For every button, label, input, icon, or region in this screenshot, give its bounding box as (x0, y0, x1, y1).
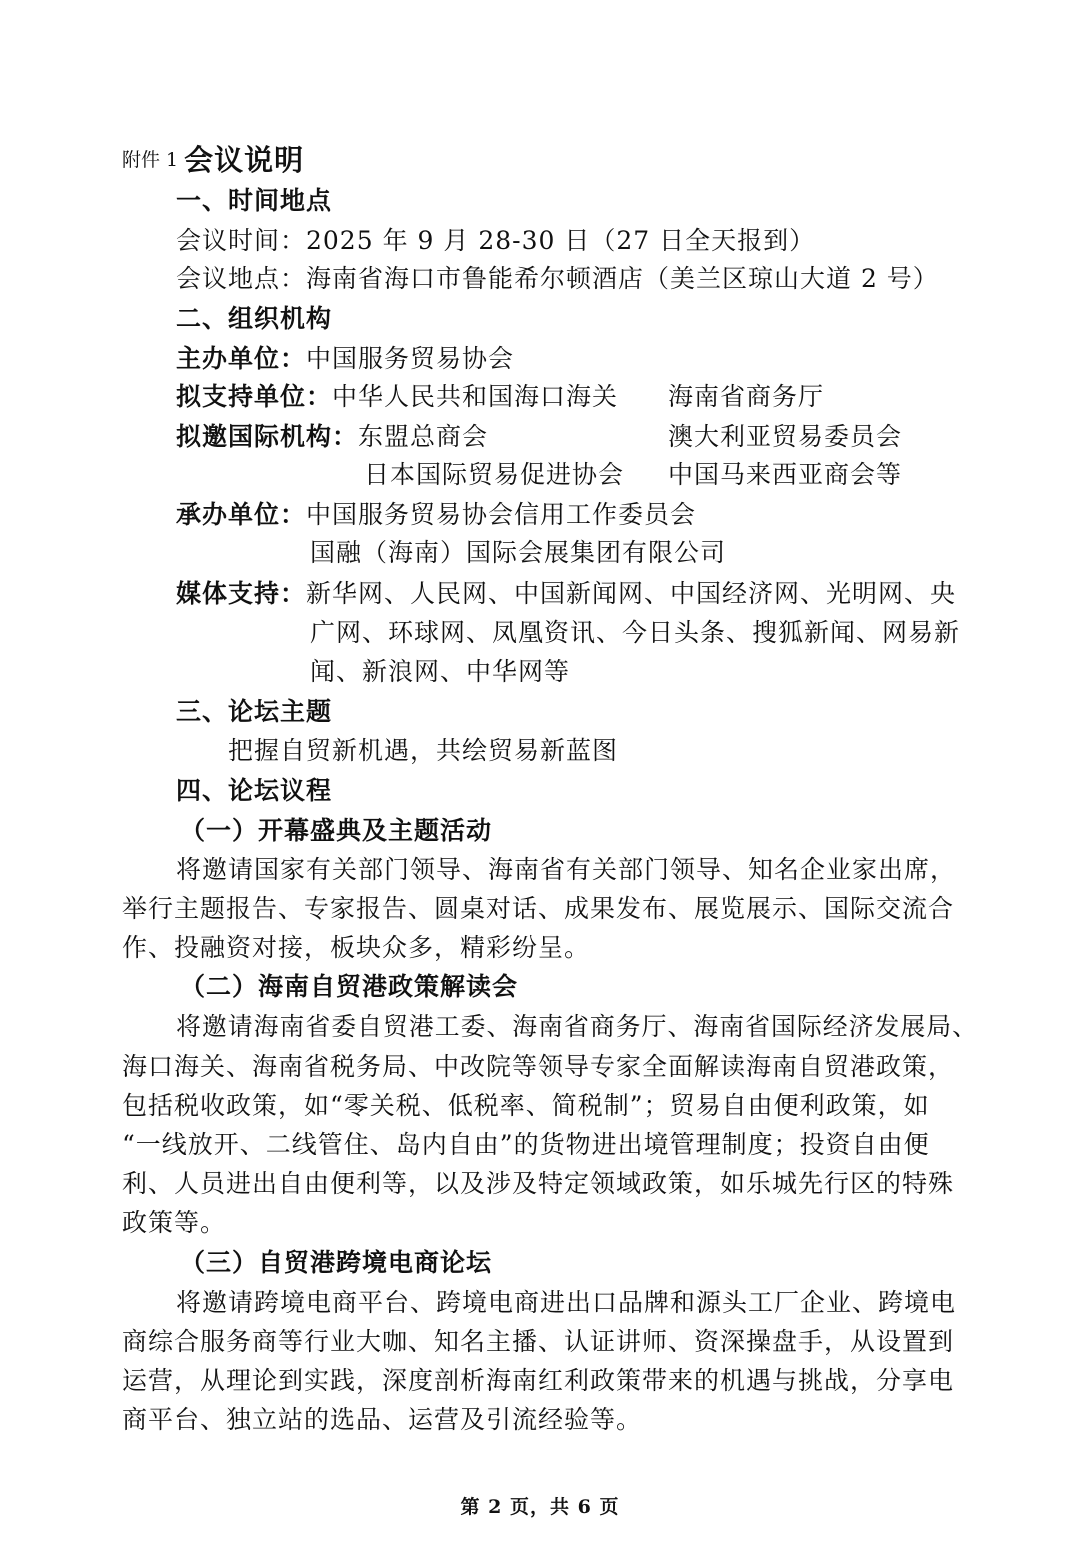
meeting-time: 会议时间：2025 年 9 月 28-30 日（27 日全天报到） (176, 226, 816, 255)
agenda-sub2-line: “一线放开、二线管住、岛内自由”的货物进出境管理制度；投资自由便 (122, 1130, 930, 1159)
agenda-sub1-heading: （一）开幕盛典及主题活动 (180, 816, 493, 845)
media-row (176, 577, 956, 611)
organizer-value-2: 国融（海南）国际会展集团有限公司 (310, 538, 727, 567)
page-number: 第 2 页，共 6 页 (460, 1496, 620, 1518)
media-line-2: 广网、环球网、凤凰资讯、今日头条、搜狐新闻、网易新 (310, 618, 961, 647)
section-heading-agenda: 四、论坛议程 (176, 776, 333, 805)
organizer-value-1: 中国服务贸易协会信用工作委员会 (306, 500, 697, 529)
intl-value-3: 日本国际贸易促进协会 (364, 460, 625, 489)
support-label: 拟支持单位： (176, 382, 333, 411)
forum-theme: 把握自贸新机遇，共绘贸易新蓝图 (228, 736, 619, 765)
agenda-sub2-line: 包括税收政策，如“零关税、低税率、简税制”；贸易自由便利政策，如 (122, 1091, 930, 1120)
agenda-sub2-line: 海口海关、海南省税务局、中改院等领导专家全面解读海南自贸港政策， (122, 1052, 955, 1081)
agenda-sub3-line: 将邀请跨境电商平台、跨境电商进出口品牌和源头工厂企业、跨境电 (176, 1288, 957, 1317)
attachment-label: 附件 1 (122, 149, 179, 171)
page-title: 会议说明 (184, 143, 305, 177)
media-line-1: 新华网、人民网、中国新闻网、中国经济网、光明网、央 (306, 579, 957, 608)
agenda-sub2-line: 将邀请海南省委自贸港工委、海南省商务厅、海南省国际经济发展局、 (176, 1012, 978, 1041)
agenda-sub3-line: 运营，从理论到实践，深度剖析海南红利政策带来的机遇与挑战，分享电 (122, 1366, 955, 1395)
meeting-place: 会议地点：海南省海口市鲁能希尔顿酒店（美兰区琼山大道 2 号） (176, 264, 939, 293)
intl-value-4: 中国马来西亚商会等 (668, 460, 903, 489)
intl-label: 拟邀国际机构： (176, 422, 359, 451)
media-label: 媒体支持： (176, 579, 307, 608)
organizer-row (176, 498, 696, 532)
section-heading-time-place: 一、时间地点 (176, 186, 333, 215)
document-header (122, 140, 304, 185)
intl-row (176, 420, 488, 454)
agenda-sub1-line: 作、投融资对接，板块众多，精彩纷呈。 (122, 933, 591, 962)
media-line-3: 闻、新浪网、中华网等 (310, 657, 571, 686)
agenda-sub2-heading: （二）海南自贸港政策解读会 (180, 972, 519, 1001)
agenda-sub1-line: 将邀请国家有关部门领导、海南省有关部门领导、知名企业家出席， (176, 855, 957, 884)
support-value-2: 海南省商务厅 (668, 382, 825, 411)
agenda-sub2-line: 利、人员进出自由便利等，以及涉及特定领域政策，如乐城先行区的特殊 (122, 1169, 955, 1198)
section-heading-organization: 二、组织机构 (176, 304, 333, 333)
section-heading-theme: 三、论坛主题 (176, 697, 333, 726)
support-value-1: 中华人民共和国海口海关 (332, 382, 619, 411)
intl-value-2: 澳大利亚贸易委员会 (668, 422, 903, 451)
organizer-label: 承办单位： (176, 500, 307, 529)
host-value: 中国服务贸易协会 (306, 344, 515, 373)
agenda-sub3-heading: （三）自贸港跨境电商论坛 (180, 1248, 493, 1277)
intl-value-1: 东盟总商会 (358, 422, 489, 451)
agenda-sub1-line: 举行主题报告、专家报告、圆桌对话、成果发布、展览展示、国际交流合 (122, 894, 955, 923)
host-row (176, 342, 514, 376)
agenda-sub3-line: 商综合服务商等行业大咖、知名主播、认证讲师、资深操盘手，从设置到 (122, 1327, 955, 1356)
support-row (176, 380, 618, 414)
agenda-sub2-line: 政策等。 (122, 1208, 227, 1237)
agenda-sub3-line: 商平台、独立站的选品、运营及引流经验等。 (122, 1405, 643, 1434)
host-label: 主办单位： (176, 344, 307, 373)
